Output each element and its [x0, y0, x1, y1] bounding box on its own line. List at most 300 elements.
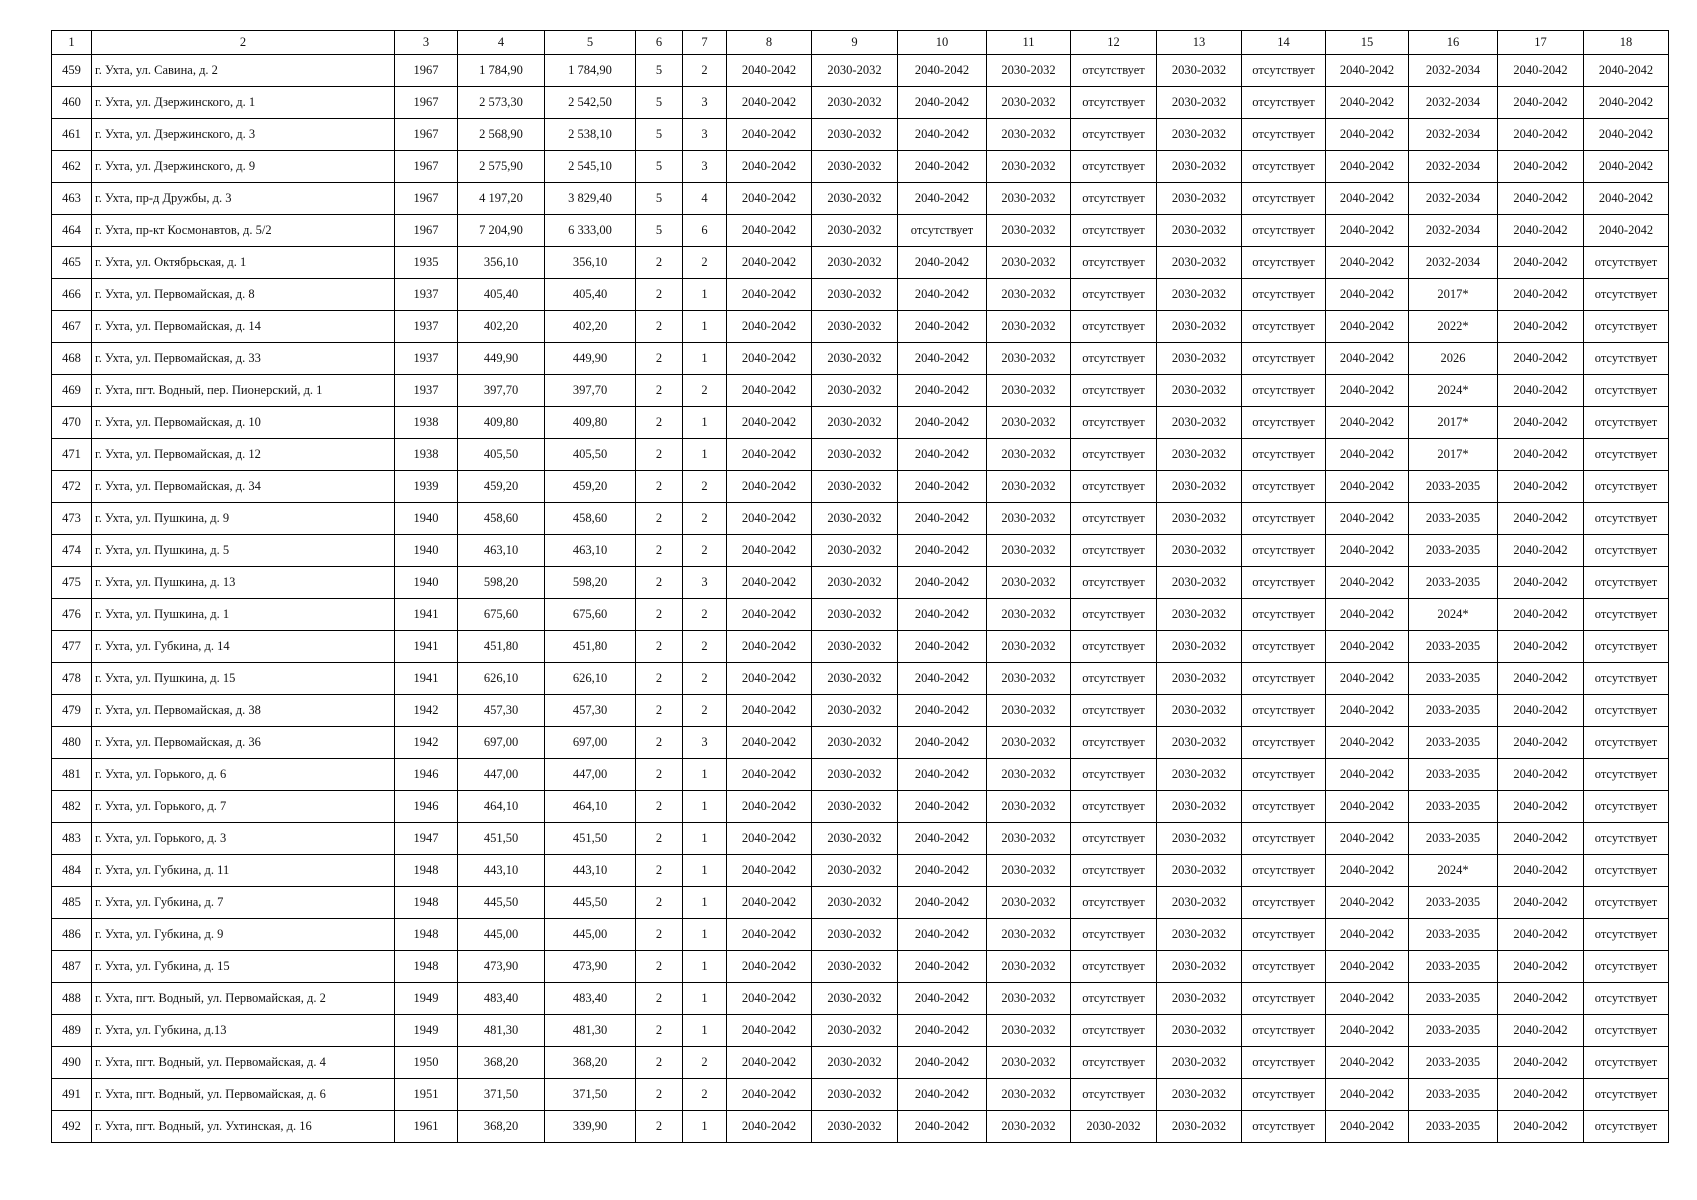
table-cell: 474 [52, 535, 92, 567]
table-cell: 2 [636, 1015, 683, 1047]
table-cell: 2 [636, 439, 683, 471]
table-cell: отсутствует [1242, 503, 1326, 535]
table-cell: 1967 [395, 215, 458, 247]
table-cell: 2030-2032 [1157, 599, 1242, 631]
table-cell: 1951 [395, 1079, 458, 1111]
table-cell: 458,60 [458, 503, 545, 535]
table-cell: 2030-2032 [1157, 1111, 1242, 1143]
table-cell: 473,90 [545, 951, 636, 983]
table-cell: 470 [52, 407, 92, 439]
table-cell: 2030-2032 [1071, 1111, 1157, 1143]
table-cell: 2030-2032 [1157, 823, 1242, 855]
table-cell: 2 [636, 535, 683, 567]
table-cell: 1941 [395, 663, 458, 695]
address-cell: г. Ухта, ул. Дзержинского, д. 9 [92, 151, 395, 183]
table-row [52, 343, 1669, 375]
table-cell: 2033-2035 [1409, 1111, 1498, 1143]
table-cell: 445,00 [458, 919, 545, 951]
table-cell: 2033-2035 [1409, 823, 1498, 855]
table-cell: 1 [683, 983, 727, 1015]
address-cell: г. Ухта, ул. Губкина, д. 14 [92, 631, 395, 663]
table-cell: 1939 [395, 471, 458, 503]
table-cell: 697,00 [545, 727, 636, 759]
table-cell: 464,10 [545, 791, 636, 823]
table-cell: 2 [636, 471, 683, 503]
address-cell: г. Ухта, ул. Губкина, д. 9 [92, 919, 395, 951]
table-cell: 2033-2035 [1409, 1079, 1498, 1111]
table-cell: отсутствует [1242, 823, 1326, 855]
table-cell: отсутствует [1071, 471, 1157, 503]
table-cell: 675,60 [458, 599, 545, 631]
table-cell: 473,90 [458, 951, 545, 983]
table-cell: 2030-2032 [987, 567, 1071, 599]
table-cell: 2040-2042 [727, 983, 812, 1015]
table-cell: 2 [636, 695, 683, 727]
table-cell: 1 [683, 311, 727, 343]
table-cell: 598,20 [545, 567, 636, 599]
table-cell: 397,70 [458, 375, 545, 407]
table-cell: 2040-2042 [1498, 791, 1584, 823]
table-cell: 1967 [395, 151, 458, 183]
table-cell: 2030-2032 [812, 759, 898, 791]
table-cell: 2040-2042 [898, 759, 987, 791]
table-row [52, 791, 1669, 823]
table-cell: 2040-2042 [1326, 791, 1409, 823]
table-cell: 409,80 [458, 407, 545, 439]
table-cell: 2040-2042 [1326, 727, 1409, 759]
table-cell: 2040-2042 [1584, 215, 1669, 247]
table-cell: отсутствует [1242, 1079, 1326, 1111]
address-cell: г. Ухта, ул. Губкина, д. 7 [92, 887, 395, 919]
table-row [52, 279, 1669, 311]
table-cell: отсутствует [1071, 55, 1157, 87]
table-cell: 464 [52, 215, 92, 247]
table-cell: 2033-2035 [1409, 567, 1498, 599]
table-cell: 473 [52, 503, 92, 535]
table-cell: 2030-2032 [812, 983, 898, 1015]
table-cell: 2040-2042 [1498, 87, 1584, 119]
table-cell: 465 [52, 247, 92, 279]
table-cell: отсутствует [1242, 119, 1326, 151]
table-cell: 2030-2032 [987, 535, 1071, 567]
table-cell: 2040-2042 [1584, 119, 1669, 151]
table-cell: 2030-2032 [987, 471, 1071, 503]
table-cell: 2030-2032 [1157, 247, 1242, 279]
table-cell: 2030-2032 [812, 599, 898, 631]
table-cell: 7 204,90 [458, 215, 545, 247]
table-row [52, 1015, 1669, 1047]
column-header: 13 [1157, 31, 1242, 55]
table-cell: 447,00 [545, 759, 636, 791]
table-cell: 1948 [395, 919, 458, 951]
table-cell: 2030-2032 [987, 727, 1071, 759]
table-cell: 2040-2042 [727, 663, 812, 695]
table-cell: 451,80 [545, 631, 636, 663]
table-cell: 2040-2042 [1498, 887, 1584, 919]
address-cell: г. Ухта, ул. Первомайская, д. 38 [92, 695, 395, 727]
table-cell: 2040-2042 [898, 119, 987, 151]
table-cell: 2040-2042 [1326, 599, 1409, 631]
table-cell: 2 [636, 1079, 683, 1111]
table-cell: 2030-2032 [987, 631, 1071, 663]
table-cell: 2040-2042 [1498, 567, 1584, 599]
table-cell: 472 [52, 471, 92, 503]
table-cell: 1948 [395, 951, 458, 983]
table-cell: 2030-2032 [987, 1111, 1071, 1143]
table-cell: отсутствует [1584, 407, 1669, 439]
table-cell: 2040-2042 [1326, 439, 1409, 471]
table-cell: 1 784,90 [545, 55, 636, 87]
table-cell: 5 [636, 151, 683, 183]
table-cell: 2033-2035 [1409, 1015, 1498, 1047]
address-cell: г. Ухта, пгт. Водный, ул. Ухтинская, д. 16 [92, 1111, 395, 1143]
table-cell: 5 [636, 55, 683, 87]
table-cell: 2030-2032 [987, 855, 1071, 887]
table-cell: 443,10 [545, 855, 636, 887]
table-cell: 2040-2042 [727, 951, 812, 983]
table-cell: отсутствует [1071, 535, 1157, 567]
table-cell: отсутствует [1071, 183, 1157, 215]
table-cell: 2040-2042 [898, 503, 987, 535]
table-cell: отсутствует [1584, 503, 1669, 535]
table-cell: 2030-2032 [812, 183, 898, 215]
table-cell: 476 [52, 599, 92, 631]
table-cell: отсутствует [1242, 759, 1326, 791]
table-cell: 2030-2032 [812, 215, 898, 247]
table-cell: 2040-2042 [1498, 119, 1584, 151]
table-cell: 2040-2042 [898, 631, 987, 663]
table-cell: 463,10 [545, 535, 636, 567]
table-cell: 5 [636, 215, 683, 247]
table-cell: 2040-2042 [898, 279, 987, 311]
table-cell: 2040-2042 [727, 471, 812, 503]
table-row [52, 983, 1669, 1015]
table-cell: отсутствует [1071, 503, 1157, 535]
table-cell: 2030-2032 [987, 503, 1071, 535]
table-cell: 1 [683, 343, 727, 375]
table-cell: 2033-2035 [1409, 663, 1498, 695]
table-cell: 1938 [395, 439, 458, 471]
table-cell: 1967 [395, 183, 458, 215]
table-cell: отсутствует [1242, 727, 1326, 759]
table-cell: 2040-2042 [1326, 55, 1409, 87]
table-cell: отсутствует [1584, 311, 1669, 343]
table-cell: 2040-2042 [727, 567, 812, 599]
table-cell: 2 [636, 663, 683, 695]
table-row [52, 439, 1669, 471]
table-cell: отсутствует [1071, 1015, 1157, 1047]
table-cell: 2040-2042 [727, 151, 812, 183]
table-cell: 626,10 [458, 663, 545, 695]
table-cell: 1937 [395, 343, 458, 375]
table-cell: 2040-2042 [1326, 663, 1409, 695]
table-cell: 2030-2032 [812, 1047, 898, 1079]
table-cell: 475 [52, 567, 92, 599]
table-cell: 2030-2032 [1157, 439, 1242, 471]
table-cell: отсутствует [1584, 855, 1669, 887]
table-cell: 2 [683, 471, 727, 503]
table-cell: 2030-2032 [812, 695, 898, 727]
table-cell: 1967 [395, 87, 458, 119]
table-cell: 5 [636, 183, 683, 215]
table-cell: отсутствует [1584, 695, 1669, 727]
table-cell: 2040-2042 [1498, 151, 1584, 183]
table-cell: 1946 [395, 759, 458, 791]
table-cell: 2040-2042 [727, 343, 812, 375]
table-cell: 1942 [395, 727, 458, 759]
table-cell: отсутствует [1071, 695, 1157, 727]
column-header: 16 [1409, 31, 1498, 55]
address-cell: г. Ухта, ул. Первомайская, д. 14 [92, 311, 395, 343]
table-cell: 2030-2032 [812, 151, 898, 183]
table-cell: 447,00 [458, 759, 545, 791]
table-cell: 2040-2042 [1498, 663, 1584, 695]
table-cell: 675,60 [545, 599, 636, 631]
table-cell: 479 [52, 695, 92, 727]
table-cell: 3 [683, 727, 727, 759]
table-cell: 1937 [395, 375, 458, 407]
table-cell: 2033-2035 [1409, 1047, 1498, 1079]
address-cell: г. Ухта, пр-кт Космонавтов, д. 5/2 [92, 215, 395, 247]
table-cell: 2030-2032 [812, 87, 898, 119]
table-cell: отсутствует [1242, 343, 1326, 375]
table-cell: 2 [636, 279, 683, 311]
table-cell: 2 [683, 1079, 727, 1111]
table-cell: 2040-2042 [727, 1047, 812, 1079]
table-row [52, 759, 1669, 791]
table-cell: 2030-2032 [987, 343, 1071, 375]
table-cell: 2030-2032 [987, 311, 1071, 343]
table-row [52, 631, 1669, 663]
table-cell: 2 [636, 599, 683, 631]
table-cell: 466 [52, 279, 92, 311]
table-cell: 2040-2042 [727, 887, 812, 919]
table-cell: 488 [52, 983, 92, 1015]
table-cell: 486 [52, 919, 92, 951]
table-cell: 2040-2042 [1498, 279, 1584, 311]
table-cell: 2040-2042 [898, 1111, 987, 1143]
table-cell: 2030-2032 [812, 887, 898, 919]
table-cell: 460 [52, 87, 92, 119]
table-row [52, 1111, 1669, 1143]
table-cell: 2030-2032 [987, 1047, 1071, 1079]
table-cell: 2040-2042 [1326, 567, 1409, 599]
table-cell: 2 [636, 855, 683, 887]
table-cell: 2040-2042 [1326, 87, 1409, 119]
table-row [52, 55, 1669, 87]
address-cell: г. Ухта, ул. Дзержинского, д. 3 [92, 119, 395, 151]
table-cell: 2030-2032 [812, 535, 898, 567]
table-cell: отсутствует [1242, 247, 1326, 279]
table-cell: 468 [52, 343, 92, 375]
table-cell: 2032-2034 [1409, 87, 1498, 119]
table-row [52, 1079, 1669, 1111]
table-cell: 2030-2032 [812, 311, 898, 343]
table-cell: 2030-2032 [1157, 1079, 1242, 1111]
table-cell: 1949 [395, 983, 458, 1015]
table-cell: 469 [52, 375, 92, 407]
table-cell: 405,40 [545, 279, 636, 311]
table-row [52, 599, 1669, 631]
table-cell: 2040-2042 [898, 151, 987, 183]
table-cell: 2024* [1409, 375, 1498, 407]
table-cell: 2040-2042 [1498, 1047, 1584, 1079]
table-cell: 2040-2042 [1498, 471, 1584, 503]
table-cell: 2033-2035 [1409, 471, 1498, 503]
table-cell: 1 784,90 [458, 55, 545, 87]
table-cell: 2033-2035 [1409, 887, 1498, 919]
table-cell: 477 [52, 631, 92, 663]
table-cell: отсутствует [1071, 567, 1157, 599]
table-cell: 3 [683, 567, 727, 599]
table-cell: 2040-2042 [727, 759, 812, 791]
table-cell: отсутствует [1242, 375, 1326, 407]
table-cell: отсутствует [1242, 599, 1326, 631]
table-cell: 2032-2034 [1409, 55, 1498, 87]
table-cell: 2030-2032 [1157, 183, 1242, 215]
table-cell: 2040-2042 [1498, 919, 1584, 951]
address-cell: г. Ухта, ул. Первомайская, д. 34 [92, 471, 395, 503]
table-cell: 1 [683, 887, 727, 919]
table-row [52, 471, 1669, 503]
table-cell: 2 [636, 1111, 683, 1143]
table-cell: отсутствует [1242, 663, 1326, 695]
table-cell: 2030-2032 [812, 727, 898, 759]
table-cell: 2033-2035 [1409, 695, 1498, 727]
table-cell: 2040-2042 [1326, 183, 1409, 215]
table-cell: 443,10 [458, 855, 545, 887]
table-cell: 1 [683, 279, 727, 311]
table-cell: 2 573,30 [458, 87, 545, 119]
table-cell: 1 [683, 951, 727, 983]
table-cell: отсутствует [1071, 727, 1157, 759]
table-cell: 487 [52, 951, 92, 983]
table-cell: 3 [683, 119, 727, 151]
table-cell: 2040-2042 [1498, 183, 1584, 215]
table-cell: 2040-2042 [898, 55, 987, 87]
table-cell: 2032-2034 [1409, 183, 1498, 215]
table-cell: 405,50 [545, 439, 636, 471]
table-cell: 471 [52, 439, 92, 471]
table-cell: 2 [636, 919, 683, 951]
table-row [52, 407, 1669, 439]
address-cell: г. Ухта, ул. Горького, д. 6 [92, 759, 395, 791]
table-cell: 2030-2032 [1157, 727, 1242, 759]
address-cell: г. Ухта, пгт. Водный, ул. Первомайская, д. 2 [92, 983, 395, 1015]
table-cell: 2 [683, 695, 727, 727]
table-cell: 2030-2032 [1157, 1047, 1242, 1079]
table-cell: отсутствует [1584, 663, 1669, 695]
table-cell: 2030-2032 [987, 663, 1071, 695]
table-cell: 2040-2042 [727, 1015, 812, 1047]
table-cell: 1941 [395, 599, 458, 631]
table-cell: 2040-2042 [1326, 919, 1409, 951]
table-cell: отсутствует [1242, 279, 1326, 311]
table-cell: 2030-2032 [1157, 55, 1242, 87]
table-cell: 2030-2032 [812, 407, 898, 439]
table-cell: 2040-2042 [1584, 55, 1669, 87]
table-cell: 2040-2042 [1498, 311, 1584, 343]
table-cell: 2040-2042 [1326, 1079, 1409, 1111]
table-cell: 2 542,50 [545, 87, 636, 119]
table-cell: 2030-2032 [987, 791, 1071, 823]
table-cell: отсутствует [1242, 215, 1326, 247]
table-cell: 2 [636, 311, 683, 343]
column-header: 11 [987, 31, 1071, 55]
table-cell: 2030-2032 [1157, 567, 1242, 599]
address-cell: г. Ухта, ул. Дзержинского, д. 1 [92, 87, 395, 119]
table-cell: 2 [683, 535, 727, 567]
table-cell: 397,70 [545, 375, 636, 407]
table-cell: 4 197,20 [458, 183, 545, 215]
table-cell: отсутствует [1071, 631, 1157, 663]
column-header: 8 [727, 31, 812, 55]
table-cell: отсутствует [1242, 471, 1326, 503]
table-cell: 2032-2034 [1409, 119, 1498, 151]
table-cell: 2040-2042 [1326, 503, 1409, 535]
table-cell: 2040-2042 [1498, 535, 1584, 567]
address-cell: г. Ухта, ул. Пушкина, д. 5 [92, 535, 395, 567]
table-cell: 2040-2042 [727, 407, 812, 439]
table-cell: 482 [52, 791, 92, 823]
table-cell: 2040-2042 [898, 343, 987, 375]
table-cell: 402,20 [458, 311, 545, 343]
table-cell: 2030-2032 [987, 279, 1071, 311]
table-cell: 2 [636, 791, 683, 823]
table-cell: 2032-2034 [1409, 151, 1498, 183]
table-cell: 2040-2042 [1326, 471, 1409, 503]
table-cell: 2040-2042 [898, 951, 987, 983]
table-cell: 2040-2042 [1326, 631, 1409, 663]
table-cell: 1938 [395, 407, 458, 439]
table-cell: 2030-2032 [987, 407, 1071, 439]
table-cell: 2 545,10 [545, 151, 636, 183]
table-cell: 2040-2042 [1326, 759, 1409, 791]
table-cell: 2024* [1409, 855, 1498, 887]
table-cell: 2030-2032 [1157, 887, 1242, 919]
table-row [52, 951, 1669, 983]
table-cell: 1937 [395, 311, 458, 343]
table-row [52, 663, 1669, 695]
table-row [52, 247, 1669, 279]
table-cell: 2040-2042 [898, 1047, 987, 1079]
table-cell: отсутствует [1071, 343, 1157, 375]
address-cell: г. Ухта, ул. Первомайская, д. 10 [92, 407, 395, 439]
column-header: 3 [395, 31, 458, 55]
table-cell: 1967 [395, 119, 458, 151]
table-row [52, 823, 1669, 855]
table-cell: 1940 [395, 567, 458, 599]
table-cell: 2032-2034 [1409, 247, 1498, 279]
table-cell: 2 [683, 599, 727, 631]
table-cell: 2040-2042 [1326, 983, 1409, 1015]
table-cell: 1949 [395, 1015, 458, 1047]
table-cell: 2 [636, 823, 683, 855]
table-cell: 2040-2042 [898, 87, 987, 119]
table-cell: 2030-2032 [812, 471, 898, 503]
table-cell: отсутствует [1071, 983, 1157, 1015]
column-header: 7 [683, 31, 727, 55]
table-cell: 458,60 [545, 503, 636, 535]
table-cell: 481 [52, 759, 92, 791]
table-cell: 2030-2032 [987, 1079, 1071, 1111]
table-cell: 2040-2042 [898, 247, 987, 279]
table-cell: отсутствует [1584, 951, 1669, 983]
address-cell: г. Ухта, ул. Губкина, д. 15 [92, 951, 395, 983]
table-cell: отсутствует [1071, 951, 1157, 983]
table-cell: 2040-2042 [727, 119, 812, 151]
table-cell: 1 [683, 1111, 727, 1143]
